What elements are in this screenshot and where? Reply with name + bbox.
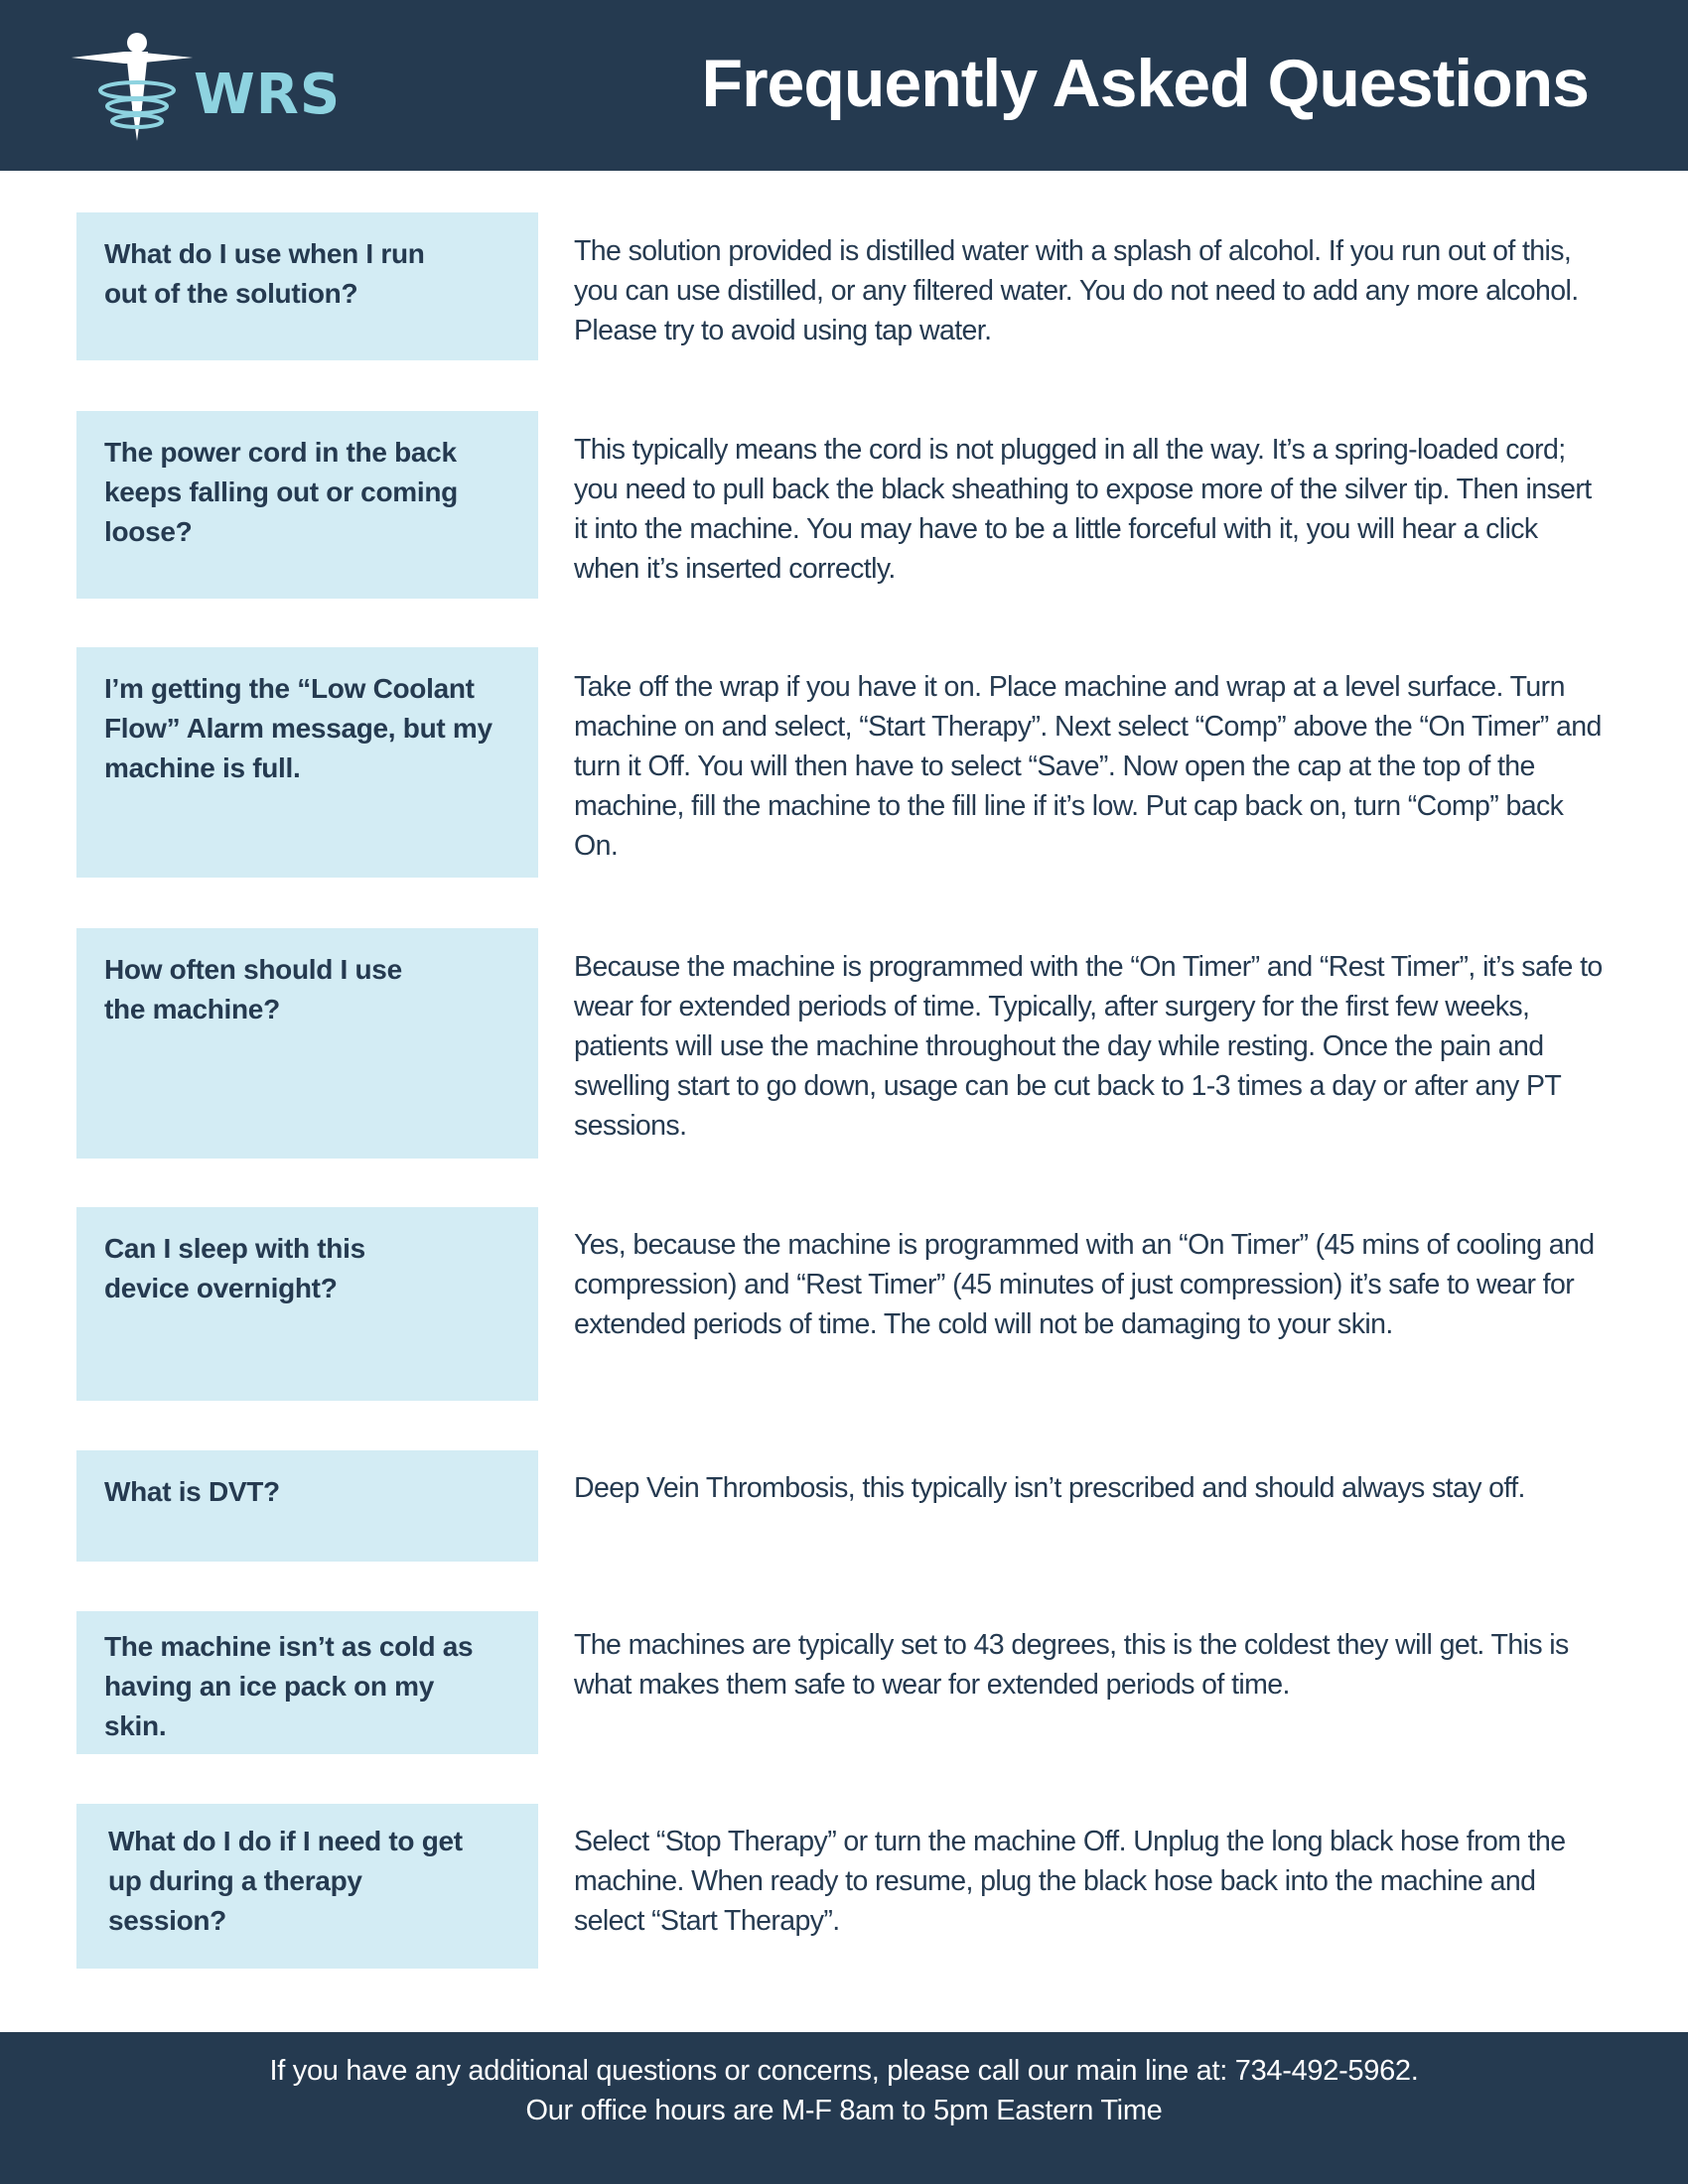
faq-question: What do I do if I need to get up during a therapy session? bbox=[76, 1804, 538, 1969]
faq-question: What is DVT? bbox=[76, 1450, 538, 1562]
footer-hours-line: Our office hours are M-F 8am to 5pm Eastern Time bbox=[525, 2095, 1163, 2126]
page-title: Frequently Asked Questions bbox=[701, 46, 1589, 121]
footer-banner bbox=[0, 2032, 1688, 2184]
faq-answer: Deep Vein Thrombosis, this typically isn’t prescribed and should always stay off. bbox=[574, 1472, 1525, 1504]
faq-answer: Take off the wrap if you have it on. Place machine and wrap at a level surface. Turn machine on and select, “Start Therapy”. Next select “Comp” above the “On Timer” and turn it Off. You will then have to select “Save”. Now open the cap at the top of the machine, fill the machine to the fill line if it’s low. Put cap back on, turn “Comp” back On. bbox=[574, 671, 1602, 862]
wrs-logo bbox=[70, 30, 348, 144]
footer-contact-line: If you have any additional questions or concerns, please call our main line at: 734-492-5962. bbox=[269, 2055, 1419, 2087]
faq-answer: The solution provided is distilled water with a splash of alcohol. If you run out of this, you can use distilled, or any filtered water. You do not need to add any more alcohol. Please try to avoid using tap water. bbox=[574, 235, 1579, 346]
faq-question: The power cord in the back keeps falling out or coming loose? bbox=[76, 411, 538, 599]
figure-with-cooling-rings-icon bbox=[70, 30, 194, 144]
faq-question: The machine isn’t as cold as having an ice pack on my skin. bbox=[76, 1611, 538, 1754]
faq-answer: Because the machine is programmed with the “On Timer” and “Rest Timer”, it’s safe to wear for extended periods of time. Typically, after surgery for the first few weeks, patients will use the machine throughout the day while resting. Once the pain and swelling start to go down, usage can be cut back to 1-3 times a day or after any PT sessions. bbox=[574, 951, 1603, 1142]
header-banner bbox=[0, 0, 1688, 171]
faq-question: How often should I use the machine? bbox=[76, 928, 538, 1159]
faq-answer: This typically means the cord is not plugged in all the way. It’s a spring-loaded cord; you need to pull back the black sheathing to expose more of the silver tip. Then insert it into the machine. You may have to be a little forceful with it, you will hear a click when it’s inserted correctly. bbox=[574, 434, 1592, 585]
faq-question: What do I use when I run out of the solution? bbox=[76, 212, 538, 360]
faq-answer: The machines are typically set to 43 degrees, this is the coldest they will get. This is what makes them safe to wear for extended periods of time. bbox=[574, 1629, 1569, 1701]
faq-question: I’m getting the “Low Coolant Flow” Alarm message, but my machine is full. bbox=[76, 647, 538, 878]
logo-text: WRS bbox=[194, 63, 342, 127]
faq-answer: Yes, because the machine is programmed with an “On Timer” (45 mins of cooling and compression) and “Rest Timer” (45 minutes of just compression) it’s safe to wear for extended periods of time. The cold will not be damaging to your skin. bbox=[574, 1229, 1595, 1340]
faq-question: Can I sleep with this device overnight? bbox=[76, 1207, 538, 1401]
faq-answer: Select “Stop Therapy” or turn the machine Off. Unplug the long black hose from the machine. When ready to resume, plug the black hose back into the machine and select “Start Therapy”. bbox=[574, 1826, 1566, 1937]
